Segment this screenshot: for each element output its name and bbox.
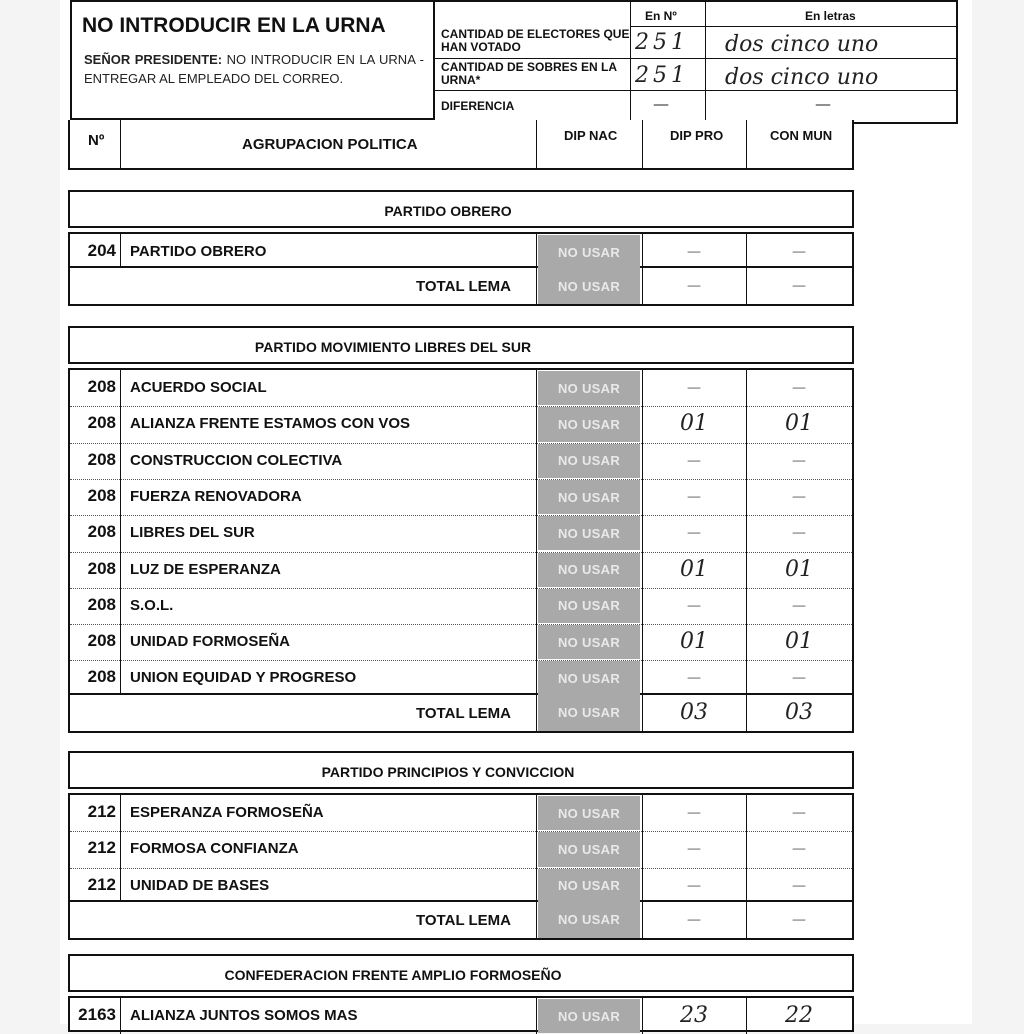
- total-con-mun: 03: [785, 699, 813, 725]
- con-mun-value: —: [792, 805, 806, 821]
- party-name: LUZ DE ESPERANZA: [130, 560, 281, 578]
- total-dip-pro: —: [687, 278, 701, 295]
- table-row: [70, 998, 852, 1034]
- party-number: 212: [87, 802, 116, 821]
- party-number: 208: [87, 377, 116, 396]
- dip-pro-value: —: [687, 244, 701, 260]
- section-title: PARTIDO MOVIMIENTO LIBRES DEL SUR: [254, 339, 532, 355]
- no-usar-cell: NO USAR: [538, 625, 640, 659]
- party-name: LIBRES DEL SUR: [130, 524, 255, 542]
- total-con-mun: —: [792, 278, 806, 295]
- table-row: [70, 479, 852, 515]
- party-number: 212: [87, 874, 116, 894]
- total-dip-pro: —: [687, 911, 701, 928]
- party-name: S.O.L.: [130, 596, 174, 614]
- table-row: [70, 588, 852, 624]
- con-mun-value: —: [792, 244, 806, 260]
- party-name: ESPERANZA FORMOSEÑA: [130, 804, 324, 821]
- no-usar-cell: NO USAR: [538, 902, 640, 938]
- table-row: [70, 443, 852, 479]
- dip-pro-value: 01: [680, 556, 708, 582]
- party-name: FUERZA RENOVADORA: [130, 487, 302, 505]
- table-row: [70, 831, 852, 867]
- total-lema-label: TOTAL LEMA: [416, 278, 511, 296]
- column-divider: [536, 268, 537, 304]
- party-number: 212: [87, 838, 116, 858]
- no-usar-cell: NO USAR: [538, 268, 640, 304]
- sobres-numero: 251: [635, 63, 689, 88]
- table-row: [70, 234, 852, 270]
- dip-pro-value: —: [687, 488, 701, 505]
- party-name: UNION EQUIDAD Y PROGRESO: [130, 669, 357, 687]
- diferencia-label: DIFERENCIA: [441, 99, 515, 113]
- electores-letras: dos cinco uno: [725, 32, 879, 57]
- con-mun-value: —: [792, 488, 806, 505]
- dip-pro-value: 23: [680, 1003, 708, 1028]
- no-usar-cell: NO USAR: [538, 235, 640, 269]
- table-row: [70, 624, 852, 660]
- no-usar-cell: NO USAR: [538, 589, 640, 623]
- col-en-letras: En letras: [805, 9, 856, 23]
- con-mun-value: —: [792, 597, 806, 614]
- section-title: PARTIDO OBRERO: [384, 203, 512, 219]
- president-note-label: SEÑOR PRESIDENTE:: [84, 52, 223, 67]
- column-header: [68, 120, 854, 170]
- section-title: CONFEDERACION FRENTE AMPLIO FORMOSEÑO: [224, 967, 562, 983]
- section-title: PARTIDO PRINCIPIOS Y CONVICCION: [321, 764, 575, 780]
- party-number: 208: [87, 558, 116, 578]
- total-lema-row: [68, 695, 854, 733]
- section-rows: [68, 793, 854, 902]
- col-dip-pro: DIP PRO: [670, 128, 724, 143]
- no-usar-cell: NO USAR: [538, 516, 640, 550]
- party-number: 208: [87, 522, 116, 542]
- no-usar-cell: NO USAR: [538, 553, 640, 587]
- section-title-box: [68, 751, 854, 789]
- counts-box: [433, 0, 958, 124]
- con-mun-value: —: [792, 525, 806, 542]
- party-name: FORMOSA CONFIANZA: [130, 840, 299, 858]
- party-number: 208: [87, 413, 116, 433]
- dip-pro-value: —: [687, 525, 701, 542]
- party-name: ALIANZA FRENTE ESTAMOS CON VOS: [130, 415, 411, 433]
- con-mun-value: 22: [785, 1003, 813, 1028]
- party-name: CONSTRUCCION COLECTIVA: [130, 451, 343, 469]
- president-note-text: NO INTRODUCIR EN LA URNA - ENTREGAR AL EMPLEADO DEL CORREO.: [84, 52, 424, 86]
- dip-pro-value: —: [687, 841, 701, 858]
- party-number: 208: [87, 449, 116, 469]
- table-row: [70, 795, 852, 831]
- section-title-box: [68, 954, 854, 992]
- col-con-mun: CON MUN: [770, 128, 833, 143]
- no-usar-cell: NO USAR: [538, 832, 640, 866]
- page-title: NO INTRODUCIR EN LA URNA: [82, 14, 386, 37]
- table-row: [70, 552, 852, 588]
- party-number: 2163: [78, 1005, 116, 1024]
- party-name: UNIDAD DE BASES: [130, 876, 270, 894]
- party-name: ACUERDO SOCIAL: [130, 379, 267, 396]
- section-title-box: [68, 326, 854, 364]
- con-mun-value: —: [792, 452, 806, 469]
- party-number: 204: [87, 241, 116, 260]
- col-en-numero: En Nº: [645, 9, 677, 23]
- total-dip-pro: 03: [680, 699, 708, 725]
- diferencia-numero: —: [653, 94, 669, 113]
- section-title-box: [68, 190, 854, 228]
- no-usar-cell: NO USAR: [538, 661, 640, 695]
- section-rows: [68, 996, 854, 1032]
- con-mun-value: —: [792, 670, 806, 687]
- table-row: [70, 660, 852, 696]
- no-usar-cell: NO USAR: [538, 695, 640, 731]
- sobres-label: CANTIDAD DE SOBRES EN LA URNA*: [441, 60, 617, 87]
- no-usar-cell: NO USAR: [538, 444, 640, 478]
- section-rows: [68, 368, 854, 695]
- electores-numero: 251: [635, 30, 689, 55]
- dip-pro-value: —: [687, 597, 701, 614]
- dip-pro-value: —: [687, 380, 701, 396]
- con-mun-value: 01: [785, 629, 813, 655]
- party-number: 208: [87, 667, 116, 687]
- column-divider: [536, 695, 537, 731]
- dip-pro-value: 01: [680, 629, 708, 655]
- no-usar-cell: NO USAR: [538, 869, 640, 903]
- no-usar-cell: NO USAR: [538, 999, 640, 1033]
- party-name: PARTIDO OBRERO: [130, 243, 267, 260]
- column-divider: [536, 902, 537, 938]
- party-number: 208: [87, 594, 116, 614]
- dip-pro-value: —: [687, 670, 701, 687]
- party-name: UNIDAD FORMOSEÑA: [130, 633, 290, 651]
- table-row: [70, 370, 852, 406]
- diferencia-letras: —: [815, 94, 831, 113]
- president-note: [84, 50, 424, 88]
- dip-pro-value: —: [687, 805, 701, 821]
- total-lema-label: TOTAL LEMA: [416, 704, 511, 722]
- party-number: 208: [87, 631, 116, 651]
- party-name: ALIANZA JUNTOS SOMOS MAS: [130, 1007, 358, 1024]
- no-usar-cell: NO USAR: [538, 407, 640, 441]
- col-num: Nº: [88, 132, 105, 149]
- electores-label: CANTIDAD DE ELECTORES QUE HAN VOTADO: [441, 27, 630, 54]
- con-mun-value: —: [792, 380, 806, 396]
- title-box: [70, 0, 435, 120]
- con-mun-value: —: [792, 841, 806, 858]
- dip-pro-value: 01: [680, 411, 708, 437]
- table-row: [70, 515, 852, 551]
- table-row: [70, 406, 852, 442]
- table-row: [70, 868, 852, 904]
- col-agrupacion: AGRUPACION POLITICA: [242, 136, 418, 153]
- con-mun-value: 01: [785, 411, 813, 437]
- total-lema-row: [68, 902, 854, 940]
- total-con-mun: —: [792, 911, 806, 928]
- col-dip-nac: DIP NAC: [564, 128, 618, 143]
- no-usar-cell: NO USAR: [538, 796, 640, 830]
- con-mun-value: —: [792, 877, 806, 894]
- dip-pro-value: —: [687, 452, 701, 469]
- no-usar-cell: NO USAR: [538, 480, 640, 514]
- section-rows: [68, 232, 854, 268]
- no-usar-cell: NO USAR: [538, 371, 640, 405]
- total-lema-row: [68, 268, 854, 306]
- con-mun-value: 01: [785, 556, 813, 582]
- total-lema-label: TOTAL LEMA: [416, 911, 511, 929]
- party-number: 208: [87, 485, 116, 505]
- sobres-letras: dos cinco uno: [725, 65, 879, 90]
- dip-pro-value: —: [687, 877, 701, 894]
